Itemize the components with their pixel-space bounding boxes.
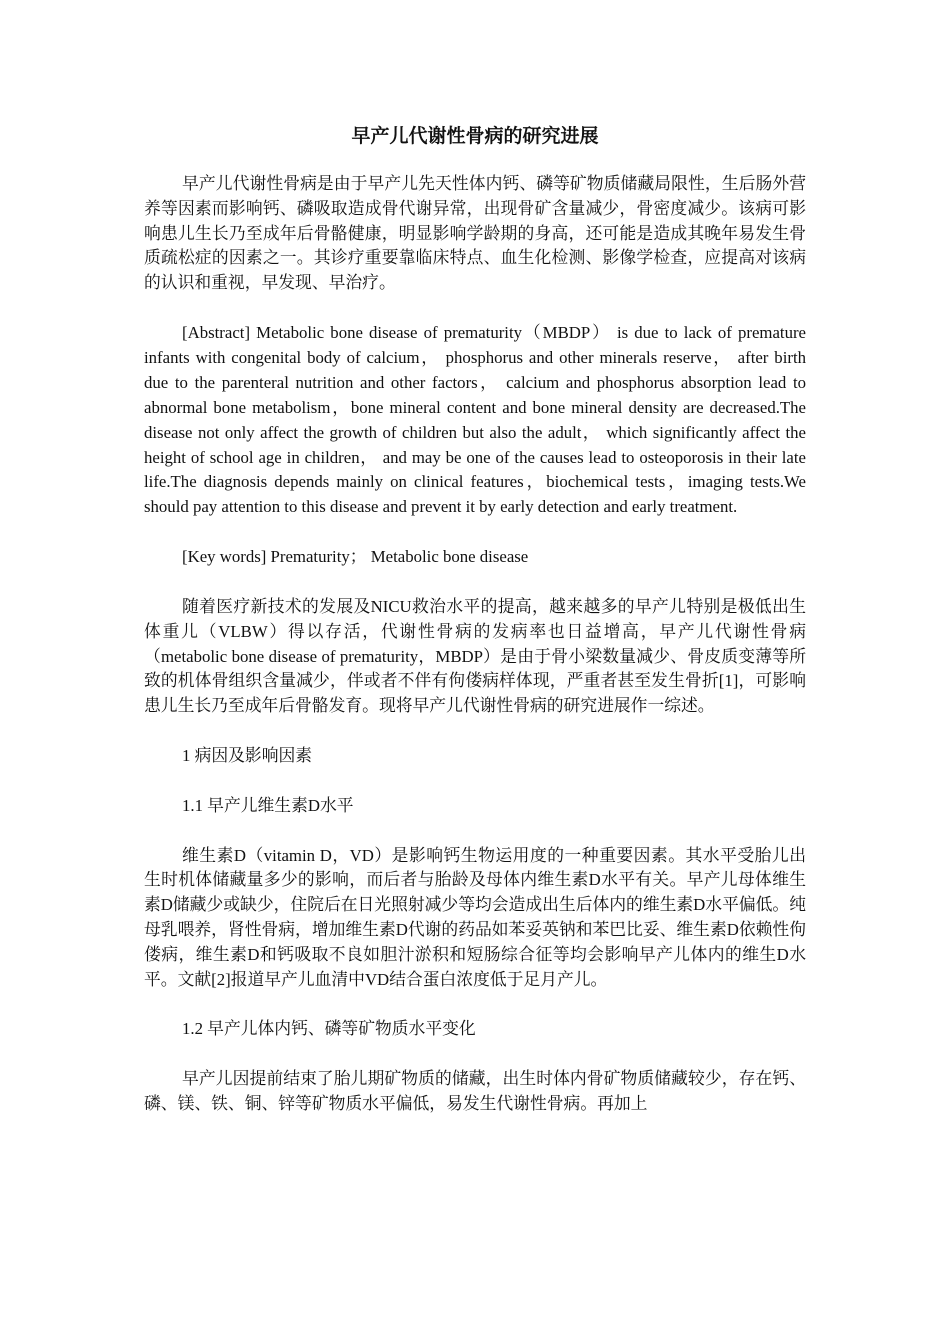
document-title: 早产儿代谢性骨病的研究进展 (351, 126, 599, 147)
spacer (144, 769, 806, 794)
spacer (144, 1042, 806, 1067)
spacer (144, 819, 806, 844)
spacer (144, 520, 806, 545)
abstract-en: [Abstract] Metabolic bone disease of prematurity（MBDP） is due to lack of premature infants with congenital body of calcium， phosphorus and other minerals reserve， after birth due to the parenteral nutrition and other factors， calcium and phosphorus absorption lead to abnormal bone metabolism，bone mineral content and bone mineral density are decreased.The disease not only affect the growth of children but also the adult， which significantly affect the height of school age in children， and may be one of the causes lead to osteoporosis in their late life.The diagnosis depends mainly on clinical features，biochemical tests，imaging tests.We should pay attention to this disease and prevent it by early detection and early treatment. (144, 322, 806, 517)
spacer (144, 719, 806, 744)
document-body (144, 172, 806, 1117)
spacer (144, 296, 806, 321)
section-1-2-paragraph: 早产儿因提前结束了胎儿期矿物质的储藏，出生时体内骨矿物质储藏较少，存在钙、磷、镁、铁、铜、锌等矿物质水平偏低，易发生代谢性骨病。再加上 (144, 1069, 806, 1113)
spacer (144, 992, 806, 1017)
section-1-1-heading: 1.1 早产儿维生素D水平 (182, 795, 354, 815)
keywords: [Key words] Prematurity； Metabolic bone disease (182, 547, 529, 567)
section-1-heading: 1 病因及影响因素 (182, 746, 313, 766)
abstract-cn: 早产儿代谢性骨病是由于早产儿先天性体内钙、磷等矿物质储藏局限性，生后肠外营养等因素而影响钙、磷吸取造成骨代谢异常，出现骨矿含量减少，骨密度减少。该病可影响患儿生长乃至成年后骨骼健康，明显影响学龄期的身高，还可能是造成其晚年易发生骨质疏松症的因素之一。其诊疗重要靠临床特点、血生化检测、影像学检查，应提高对该病的认识和重视，早发现、早治疗。 (144, 174, 806, 293)
intro-paragraph: 随着医疗新技术的发展及NICU救治水平的提高，越来越多的早产儿特别是极低出生体重儿（VLBW）得以存活，代谢性骨病的发病率也日益增高，早产儿代谢性骨病（metabolic bone disease of prematurity，MBDP）是由于骨小梁数量减少、骨皮质变薄等所致的机体骨组织含量减少，伴或者不伴有佝偻病样体现，严重者甚至发生骨折[1]，可影响患儿生长乃至成年后骨骼发育。现将早产儿代谢性骨病的研究进展作一综述。 (144, 597, 806, 716)
spacer (144, 570, 806, 595)
section-1-2-heading: 1.2 早产儿体内钙、磷等矿物质水平变化 (182, 1019, 476, 1039)
section-1-1-paragraph: 维生素D（vitamin D，VD）是影响钙生物运用度的一种重要因素。其水平受胎儿出生时机体储藏量多少的影响，而后者与胎龄及母体内维生素D水平有关。早产儿母体维生素D储藏少或缺少，住院后在日光照射减少等均会造成出生后体内的维生素D水平偏低。纯母乳喂养，肾性骨病，增加维生素D代谢的药品如苯妥英钠和苯巴比妥、维生素D依赖性佝偻病，维生素D和钙吸取不良如胆汁淤积和短肠综合征等均会影响早产儿体内的维生D水平。文献[2]报道早产儿血清中VD结合蛋白浓度低于足月产儿。 (144, 845, 806, 989)
